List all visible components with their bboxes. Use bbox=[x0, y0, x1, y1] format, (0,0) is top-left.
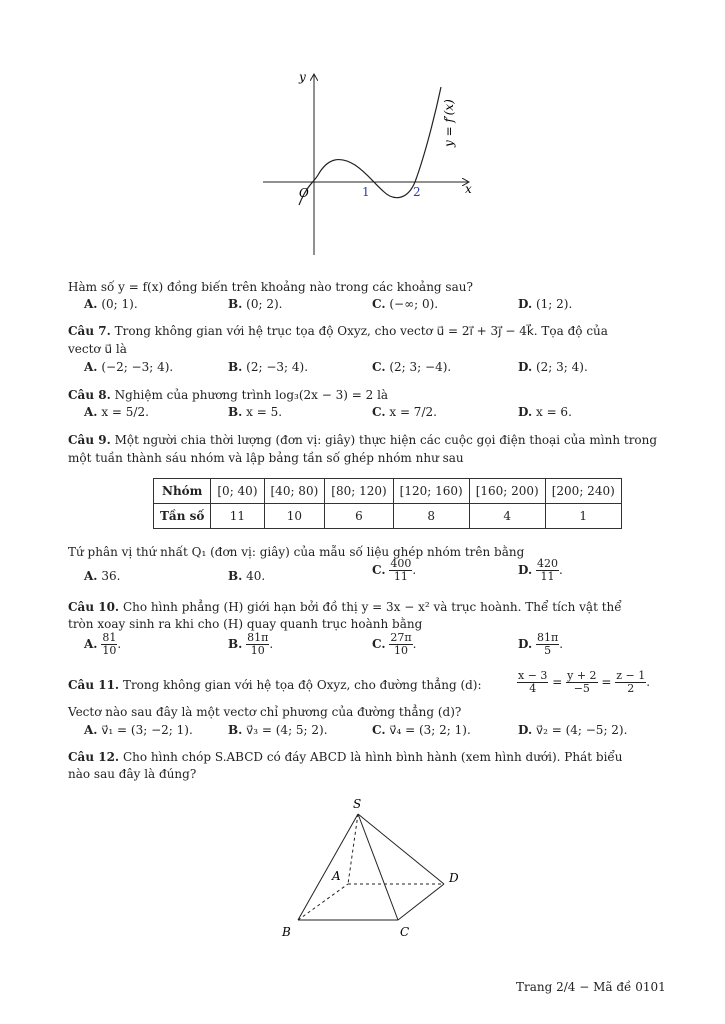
table-cell: [40; 80) bbox=[264, 479, 325, 504]
vertex-b: B bbox=[282, 925, 291, 939]
vertex-d: D bbox=[449, 871, 459, 885]
q8-option-d: D. x = 6. bbox=[518, 405, 572, 419]
q12-stem-cont: nào sau đây là đúng? bbox=[68, 767, 197, 781]
tick-label-1: 1 bbox=[362, 185, 370, 199]
q10-option-c: C. $\frac{27\pi}{10}$ . bbox=[372, 631, 417, 657]
q10-stem: Câu 10. Cho hình phẳng (H) giới hạn bởi đồ thị y = 3x − x² và trục hoành. Thể tích vật thể bbox=[68, 600, 622, 614]
frequency-table bbox=[153, 478, 622, 529]
table-cell: 4 bbox=[469, 504, 545, 529]
table-cell: 10 bbox=[264, 504, 325, 529]
q8-option-c: C. x = 7/2. bbox=[372, 405, 437, 419]
y-axis-label: y bbox=[299, 70, 306, 84]
curve-label: y = f′(x) bbox=[442, 99, 456, 147]
q11-stem-cont: Vectơ nào sau đây là một vectơ chỉ phương của đường thẳng (d)? bbox=[68, 705, 462, 719]
q11-equation: $\frac{x - 3}{4}$ = $\frac{y + 2}{-5}$ = $\frac{z - 1}{2}$ . bbox=[518, 669, 651, 695]
table-cell: 8 bbox=[393, 504, 469, 529]
q7-option-a: A. (−2; −3; 4). bbox=[84, 360, 174, 374]
table-header-cell: Nhóm bbox=[154, 479, 211, 504]
q7-stem-cont: vectơ u⃗ là bbox=[68, 342, 127, 356]
q9-stem-cont: một tuần thành sáu nhóm và lập bảng tần số ghép nhóm như sau bbox=[68, 451, 464, 465]
x-axis-label: x bbox=[465, 182, 472, 196]
table-header-cell: Tần số bbox=[154, 504, 211, 529]
table-cell: [120; 160) bbox=[393, 479, 469, 504]
q10-stem-cont: tròn xoay sinh ra khi cho (H) quay quanh trục hoành bằng bbox=[68, 617, 423, 631]
q9-stem: Câu 9. Một người chia thời lượng (đơn vị: giây) thực hiện các cuộc gọi điện thoại của mình trong bbox=[68, 433, 658, 447]
q6-option-b: B. (0; 2). bbox=[228, 297, 283, 311]
q11-option-c: C. v⃗₄ = (3; 2; 1). bbox=[372, 723, 471, 737]
table-cell: [80; 120) bbox=[325, 479, 393, 504]
q7-option-d: D. (2; 3; 4). bbox=[518, 360, 588, 374]
derivative-graph bbox=[255, 65, 485, 265]
q10-option-b: B. $\frac{81\pi}{10}$ . bbox=[228, 631, 274, 657]
q6-option-a: A. (0; 1). bbox=[84, 297, 138, 311]
q7-option-b: B. (2; −3; 4). bbox=[228, 360, 309, 374]
tick-label-2: 2 bbox=[413, 185, 421, 199]
q8-stem: Câu 8. Nghiệm của phương trình log₃(2x − 3) = 2 là bbox=[68, 388, 389, 402]
table-cell: [200; 240) bbox=[545, 479, 621, 504]
vertex-c: C bbox=[400, 925, 410, 939]
table-cell: 6 bbox=[325, 504, 393, 529]
q9-option-d: D. $\frac{420}{11}$ . bbox=[518, 557, 563, 583]
table-row bbox=[154, 504, 622, 529]
page-footer: Trang 2/4 − Mã đề 0101 bbox=[516, 980, 666, 994]
vertex-s: S bbox=[353, 797, 362, 811]
q11-option-d: D. v⃗₂ = (4; −5; 2). bbox=[518, 723, 628, 737]
q7-option-c: C. (2; 3; −4). bbox=[372, 360, 452, 374]
q11-stem: Câu 11. Trong không gian với hệ tọa độ Oxyz, cho đường thẳng (d): bbox=[68, 678, 482, 692]
q9-question: Tứ phân vị thứ nhất Q₁ (đơn vị: giây) của mẫu số liệu ghép nhóm trên bằng bbox=[68, 545, 525, 559]
table-cell: 1 bbox=[545, 504, 621, 529]
q6-option-d: D. (1; 2). bbox=[518, 297, 573, 311]
table-cell: [160; 200) bbox=[469, 479, 545, 504]
table-row bbox=[154, 479, 622, 504]
vertex-a: A bbox=[332, 869, 341, 883]
q8-option-b: B. x = 5. bbox=[228, 405, 283, 419]
table-cell: [0; 40) bbox=[211, 479, 264, 504]
q9-option-c: C. $\frac{400}{11}$ . bbox=[372, 557, 417, 583]
q6-option-c: C. (−∞; 0). bbox=[372, 297, 439, 311]
origin-label: O bbox=[299, 186, 309, 200]
q9-option-a: A. 36. bbox=[84, 569, 121, 583]
q10-option-a: A. $\frac{81}{10}$ . bbox=[84, 631, 122, 657]
q8-option-a: A. x = 5/2. bbox=[84, 405, 149, 419]
q10-option-d: D. $\frac{81\pi}{5}$ . bbox=[518, 631, 564, 657]
q7-stem: Câu 7. Trong không gian với hệ trục tọa độ Oxyz, cho vectơ u⃗ = 2i⃗ + 3j⃗ − 4k⃗. Tọa độ của bbox=[68, 324, 608, 338]
q6-stem: Hàm số y = f(x) đồng biến trên khoảng nào trong các khoảng sau? bbox=[68, 280, 473, 294]
q9-option-b: B. 40. bbox=[228, 569, 266, 583]
table-cell: 11 bbox=[211, 504, 264, 529]
pyramid-figure bbox=[270, 790, 470, 950]
q12-stem: Câu 12. Cho hình chóp S.ABCD có đáy ABCD là hình bình hành (xem hình dưới). Phát biểu bbox=[68, 750, 623, 764]
q11-option-b: B. v⃗₃ = (4; 5; 2). bbox=[228, 723, 328, 737]
q11-option-a: A. v⃗₁ = (3; −2; 1). bbox=[84, 723, 193, 737]
